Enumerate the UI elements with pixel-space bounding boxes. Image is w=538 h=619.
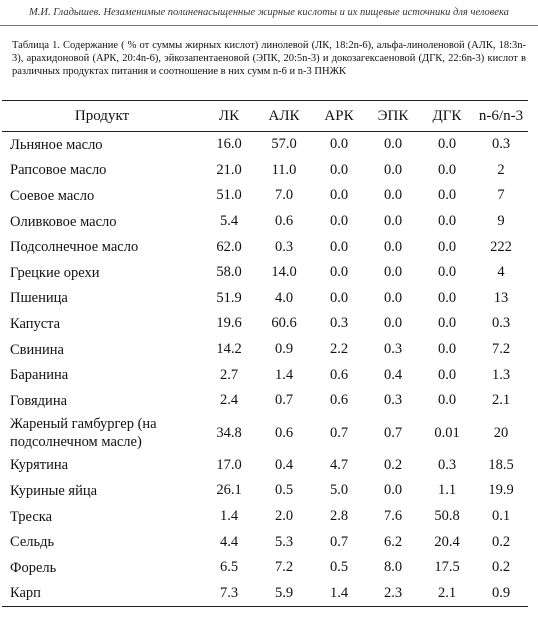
cell-ratio: 1.3 <box>491 366 511 383</box>
cell-epk: 0.3 <box>383 392 403 409</box>
cell-lk: 1.4 <box>219 508 239 525</box>
cell-epk: 0.0 <box>383 289 403 306</box>
cell-product: Баранина <box>10 367 69 384</box>
header-dgk: ДГК <box>420 101 474 132</box>
cell-lk: 7.3 <box>202 581 256 607</box>
table-row <box>2 453 528 479</box>
cell-ark: 0.0 <box>329 187 349 204</box>
cell-ark: 0.6 <box>329 366 349 383</box>
table-row <box>2 504 528 530</box>
cell-dgk: 1.1 <box>437 482 457 499</box>
cell-product: Жареный гамбургер (на подсолнечном масле) <box>10 416 157 451</box>
cell-ark: 0.5 <box>329 559 349 576</box>
cell-lk: 26.1 <box>216 482 242 499</box>
cell-alk: 0.6 <box>274 424 294 441</box>
cell-dgk: 0.0 <box>437 264 457 281</box>
table-row <box>2 362 528 388</box>
cell-lk: 21.0 <box>216 161 242 178</box>
cell-dgk: 2.1 <box>420 581 474 607</box>
header-epk: ЭПК <box>366 101 420 132</box>
table-caption: Таблица 1. Содержание ( % от суммы жирных кислот) линолевой (ЛК, 18:2n-6), альфа-линоленовой (АЛК, 18:3n-3), арахидоновой (АРК, 20:4n-6), эйкозапентаеновой (ЭПК, 20:5n-3) и докозагексаеновой (ДГК, 22:6n-3) кислот в различных продуктах питания и соотношение в них сумм n-6 и n-3 ПНЖК <box>12 40 526 77</box>
cell-alk: 60.6 <box>271 315 297 332</box>
cell-dgk: 0.0 <box>437 238 457 255</box>
cell-ark: 0.0 <box>329 238 349 255</box>
cell-dgk: 0.0 <box>437 213 457 230</box>
cell-product: Соевое масло <box>10 187 95 204</box>
header-product: Продукт <box>2 101 202 132</box>
table-row <box>2 478 528 504</box>
running-head: М.И. Гладышев. Незаменимые полиненасыщенные жирные кислоты и их пищевые источники для человека <box>0 0 538 26</box>
table-row <box>2 337 528 363</box>
cell-ratio: 7.2 <box>491 341 511 358</box>
cell-ark: 0.0 <box>329 161 349 178</box>
cell-epk: 0.0 <box>383 482 403 499</box>
cell-product: Оливковое масло <box>10 213 117 230</box>
cell-epk: 6.2 <box>383 533 403 550</box>
cell-ratio: 0.9 <box>474 581 528 607</box>
cell-product: Карп <box>2 581 202 607</box>
cell-lk: 2.7 <box>219 366 239 383</box>
table-row <box>2 286 528 312</box>
cell-epk: 8.0 <box>383 559 403 576</box>
cell-alk: 5.3 <box>274 533 294 550</box>
table-row <box>2 260 528 286</box>
cell-alk: 0.7 <box>274 392 294 409</box>
cell-ratio: 19.9 <box>488 482 514 499</box>
cell-product: Сельдь <box>10 534 55 551</box>
cell-dgk: 0.0 <box>437 392 457 409</box>
cell-product: Куриные яйца <box>10 482 98 499</box>
cell-alk: 0.6 <box>274 213 294 230</box>
table-row <box>2 581 528 607</box>
cell-ark: 0.7 <box>329 533 349 550</box>
cell-ark: 0.3 <box>329 315 349 332</box>
table-row <box>2 209 528 235</box>
cell-dgk: 20.4 <box>434 533 460 550</box>
cell-product: Подсолнечное масло <box>10 239 139 256</box>
cell-dgk: 0.0 <box>437 341 457 358</box>
cell-ratio: 0.3 <box>491 315 511 332</box>
cell-lk: 51.0 <box>216 187 242 204</box>
cell-ratio: 18.5 <box>488 456 514 473</box>
table-body <box>2 132 528 607</box>
cell-product: Капуста <box>10 315 61 332</box>
cell-dgk: 0.0 <box>437 161 457 178</box>
cell-epk: 0.0 <box>383 213 403 230</box>
cell-alk: 0.4 <box>274 456 294 473</box>
cell-alk: 2.0 <box>274 508 294 525</box>
header-ark: АРК <box>312 101 366 132</box>
cell-ratio: 9 <box>497 213 505 230</box>
cell-ark: 2.2 <box>329 341 349 358</box>
cell-ark: 4.7 <box>329 456 349 473</box>
cell-ark: 5.0 <box>329 482 349 499</box>
cell-ratio: 0.3 <box>491 136 511 153</box>
header-alk: АЛК <box>256 101 312 132</box>
cell-alk: 1.4 <box>274 366 294 383</box>
cell-ratio: 0.2 <box>491 533 511 550</box>
cell-epk: 0.0 <box>383 238 403 255</box>
cell-epk: 0.2 <box>383 456 403 473</box>
cell-epk: 0.0 <box>383 136 403 153</box>
cell-ark: 1.4 <box>312 581 366 607</box>
cell-ark: 2.8 <box>329 508 349 525</box>
cell-epk: 0.0 <box>383 264 403 281</box>
table-row <box>2 183 528 209</box>
cell-epk: 2.3 <box>366 581 420 607</box>
cell-dgk: 0.0 <box>437 187 457 204</box>
cell-epk: 0.7 <box>383 424 403 441</box>
cell-ratio: 2 <box>497 161 505 178</box>
table-row <box>2 311 528 337</box>
cell-epk: 0.4 <box>383 366 403 383</box>
cell-ark: 0.0 <box>329 213 349 230</box>
cell-ratio: 2.1 <box>491 392 511 409</box>
cell-dgk: 0.0 <box>437 315 457 332</box>
cell-alk: 0.5 <box>274 482 294 499</box>
cell-ratio: 7 <box>497 187 505 204</box>
cell-lk: 51.9 <box>216 289 242 306</box>
cell-epk: 7.6 <box>383 508 403 525</box>
cell-product: Грецкие орехи <box>10 264 100 281</box>
cell-alk: 4.0 <box>274 289 294 306</box>
cell-lk: 4.4 <box>219 533 239 550</box>
header-lk: ЛК <box>202 101 256 132</box>
cell-lk: 2.4 <box>219 392 239 409</box>
cell-ratio: 13 <box>493 289 509 306</box>
cell-ark: 0.7 <box>329 424 349 441</box>
cell-product: Говядина <box>10 392 68 409</box>
cell-ark: 0.0 <box>329 289 349 306</box>
cell-product: Курятина <box>10 457 69 474</box>
cell-ratio: 222 <box>490 238 512 255</box>
cell-alk: 14.0 <box>271 264 297 281</box>
cell-dgk: 0.0 <box>437 289 457 306</box>
table-row <box>2 234 528 260</box>
cell-product: Свинина <box>10 341 64 358</box>
cell-lk: 5.4 <box>219 213 239 230</box>
cell-ark: 0.0 <box>329 264 349 281</box>
cell-ark: 0.6 <box>329 392 349 409</box>
cell-alk: 0.3 <box>274 238 294 255</box>
table-header <box>2 101 528 132</box>
cell-epk: 0.0 <box>383 161 403 178</box>
table-row <box>2 414 528 453</box>
cell-ark: 0.0 <box>329 136 349 153</box>
cell-dgk: 0.3 <box>437 456 457 473</box>
cell-lk: 34.8 <box>216 424 242 441</box>
cell-product: Пшеница <box>10 290 68 307</box>
cell-alk: 5.9 <box>256 581 312 607</box>
cell-dgk: 0.0 <box>437 366 457 383</box>
cell-dgk: 0.0 <box>437 136 457 153</box>
cell-alk: 11.0 <box>271 161 297 178</box>
cell-alk: 0.9 <box>274 341 294 358</box>
cell-product: Треска <box>10 508 53 525</box>
cell-product: Форель <box>10 559 57 576</box>
cell-lk: 14.2 <box>216 341 242 358</box>
cell-lk: 16.0 <box>216 136 242 153</box>
cell-lk: 17.0 <box>216 456 242 473</box>
header-ratio: n-6/n-3 <box>474 101 528 132</box>
cell-epk: 0.0 <box>383 315 403 332</box>
cell-lk: 6.5 <box>219 559 239 576</box>
table-row <box>2 388 528 414</box>
table-row <box>2 132 528 158</box>
table-row <box>2 529 528 555</box>
cell-ratio: 4 <box>497 264 505 281</box>
cell-epk: 0.0 <box>383 187 403 204</box>
fatty-acid-table <box>2 100 528 607</box>
cell-alk: 7.2 <box>274 559 294 576</box>
cell-alk: 57.0 <box>271 136 297 153</box>
cell-alk: 7.0 <box>274 187 294 204</box>
cell-dgk: 0.01 <box>434 424 460 441</box>
table-row <box>2 555 528 581</box>
cell-product: Рапсовое масло <box>10 162 107 179</box>
cell-ratio: 0.1 <box>491 508 511 525</box>
cell-ratio: 20 <box>493 424 509 441</box>
cell-dgk: 17.5 <box>434 559 460 576</box>
cell-ratio: 0.2 <box>491 559 511 576</box>
cell-product: Льняное масло <box>10 136 103 153</box>
header-row <box>2 101 528 132</box>
cell-lk: 58.0 <box>216 264 242 281</box>
cell-lk: 19.6 <box>216 315 242 332</box>
cell-epk: 0.3 <box>383 341 403 358</box>
cell-dgk: 50.8 <box>434 508 460 525</box>
cell-lk: 62.0 <box>216 238 242 255</box>
table-row <box>2 158 528 184</box>
